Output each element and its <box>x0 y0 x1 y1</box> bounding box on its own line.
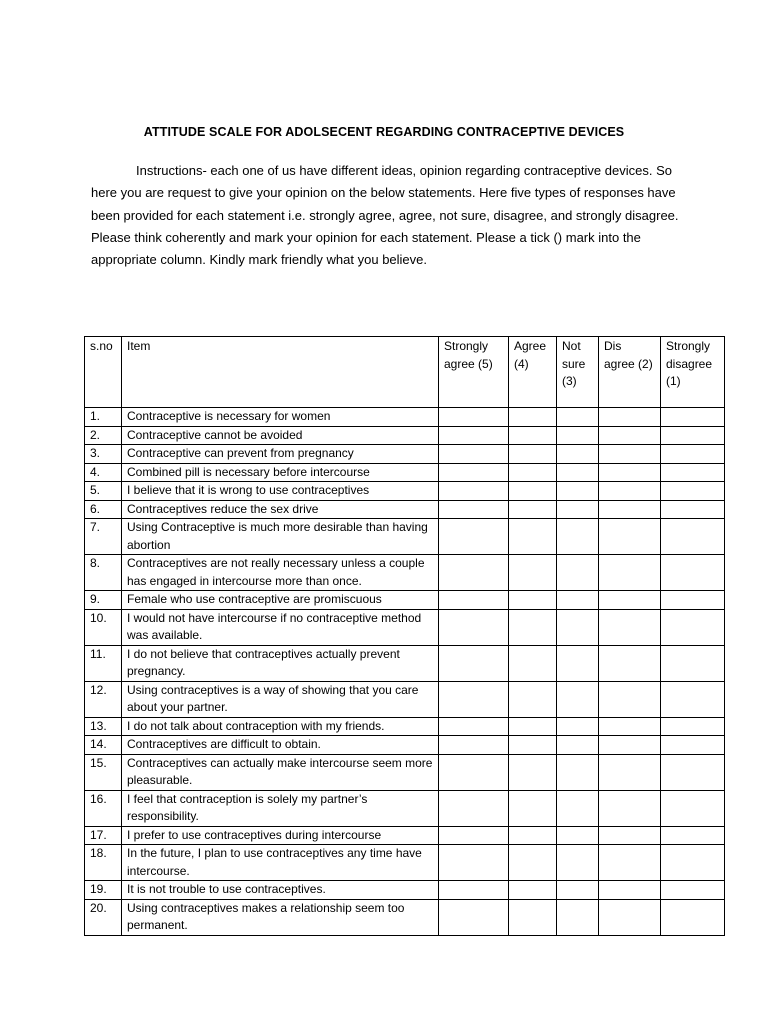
row-sno: 9. <box>85 591 122 610</box>
response-cell-strongly-disagree[interactable] <box>661 408 725 427</box>
response-cell-strongly-disagree[interactable] <box>661 754 725 790</box>
row-item-statement: Contraceptive is necessary for women <box>122 408 439 427</box>
row-item-statement: Contraceptives can actually make intercourse seem more pleasurable. <box>122 754 439 790</box>
response-cell-not-sure[interactable] <box>557 609 599 645</box>
response-cell-disagree[interactable] <box>599 591 661 610</box>
table-row <box>85 426 725 445</box>
response-cell-strongly-disagree[interactable] <box>661 881 725 900</box>
table-row <box>85 645 725 681</box>
row-sno: 5. <box>85 482 122 501</box>
row-item-statement: Using contraceptives makes a relationship seem too permanent. <box>122 899 439 935</box>
response-cell-not-sure[interactable] <box>557 463 599 482</box>
row-item-statement: Using contraceptives is a way of showing that you care about your partner. <box>122 681 439 717</box>
row-item-statement: Using Contraceptive is much more desirable than having abortion <box>122 519 439 555</box>
response-cell-agree[interactable] <box>509 555 557 591</box>
response-cell-agree[interactable] <box>509 591 557 610</box>
response-cell-disagree[interactable] <box>599 408 661 427</box>
header-sno: s.no <box>85 337 122 408</box>
response-cell-not-sure[interactable] <box>557 500 599 519</box>
response-cell-disagree[interactable] <box>599 736 661 755</box>
response-cell-disagree[interactable] <box>599 426 661 445</box>
row-sno: 2. <box>85 426 122 445</box>
response-cell-agree[interactable] <box>509 681 557 717</box>
response-cell-strongly-agree[interactable] <box>439 736 509 755</box>
response-cell-strongly-agree[interactable] <box>439 555 509 591</box>
header-not-sure: Not sure (3) <box>557 337 599 408</box>
row-item-statement: I prefer to use contraceptives during intercourse <box>122 826 439 845</box>
response-cell-strongly-agree[interactable] <box>439 645 509 681</box>
row-item-statement: Contraceptive can prevent from pregnancy <box>122 445 439 464</box>
response-cell-agree[interactable] <box>509 500 557 519</box>
response-cell-strongly-agree[interactable] <box>439 881 509 900</box>
response-cell-not-sure[interactable] <box>557 881 599 900</box>
table-row <box>85 500 725 519</box>
response-cell-strongly-agree[interactable] <box>439 899 509 935</box>
response-cell-disagree[interactable] <box>599 899 661 935</box>
response-cell-strongly-agree[interactable] <box>439 609 509 645</box>
response-cell-strongly-agree[interactable] <box>439 482 509 501</box>
response-cell-strongly-disagree[interactable] <box>661 717 725 736</box>
response-cell-not-sure[interactable] <box>557 426 599 445</box>
row-sno: 15. <box>85 754 122 790</box>
response-cell-strongly-agree[interactable] <box>439 591 509 610</box>
response-cell-agree[interactable] <box>509 609 557 645</box>
row-item-statement: In the future, I plan to use contraceptives any time have intercourse. <box>122 845 439 881</box>
row-sno: 19. <box>85 881 122 900</box>
row-sno: 8. <box>85 555 122 591</box>
row-item-statement: Female who use contraceptive are promiscuous <box>122 591 439 610</box>
row-sno: 1. <box>85 408 122 427</box>
response-cell-disagree[interactable] <box>599 681 661 717</box>
response-cell-strongly-disagree[interactable] <box>661 591 725 610</box>
row-item-statement: I believe that it is wrong to use contraceptives <box>122 482 439 501</box>
response-cell-agree[interactable] <box>509 717 557 736</box>
row-item-statement: Contraceptives are difficult to obtain. <box>122 736 439 755</box>
response-cell-not-sure[interactable] <box>557 645 599 681</box>
row-sno: 11. <box>85 645 122 681</box>
response-cell-agree[interactable] <box>509 736 557 755</box>
row-sno: 20. <box>85 899 122 935</box>
table-row <box>85 736 725 755</box>
response-cell-not-sure[interactable] <box>557 717 599 736</box>
row-item-statement: I would not have intercourse if no contraceptive method was available. <box>122 609 439 645</box>
response-cell-disagree[interactable] <box>599 881 661 900</box>
table-row <box>85 717 725 736</box>
response-cell-not-sure[interactable] <box>557 519 599 555</box>
response-cell-agree[interactable] <box>509 790 557 826</box>
table-header-row <box>85 337 725 408</box>
response-cell-agree[interactable] <box>509 519 557 555</box>
row-sno: 3. <box>85 445 122 464</box>
response-cell-strongly-agree[interactable] <box>439 426 509 445</box>
response-cell-disagree[interactable] <box>599 845 661 881</box>
row-sno: 4. <box>85 463 122 482</box>
response-cell-disagree[interactable] <box>599 717 661 736</box>
response-cell-disagree[interactable] <box>599 790 661 826</box>
response-cell-strongly-disagree[interactable] <box>661 426 725 445</box>
response-cell-disagree[interactable] <box>599 555 661 591</box>
response-cell-strongly-agree[interactable] <box>439 717 509 736</box>
response-cell-disagree[interactable] <box>599 519 661 555</box>
response-cell-agree[interactable] <box>509 445 557 464</box>
response-cell-disagree[interactable] <box>599 500 661 519</box>
attitude-scale-table <box>84 336 725 936</box>
table-row <box>85 826 725 845</box>
response-cell-agree[interactable] <box>509 463 557 482</box>
header-strongly-agree: Strongly agree (5) <box>439 337 509 408</box>
response-cell-agree[interactable] <box>509 845 557 881</box>
response-cell-strongly-disagree[interactable] <box>661 790 725 826</box>
row-sno: 10. <box>85 609 122 645</box>
response-cell-strongly-disagree[interactable] <box>661 482 725 501</box>
response-cell-not-sure[interactable] <box>557 408 599 427</box>
table-row <box>85 609 725 645</box>
table-row <box>85 681 725 717</box>
table-row <box>85 482 725 501</box>
response-cell-not-sure[interactable] <box>557 681 599 717</box>
response-cell-not-sure[interactable] <box>557 482 599 501</box>
response-cell-agree[interactable] <box>509 826 557 845</box>
response-cell-disagree[interactable] <box>599 645 661 681</box>
row-sno: 7. <box>85 519 122 555</box>
row-item-statement: Contraceptives are not really necessary unless a couple has engaged in intercourse more than once. <box>122 555 439 591</box>
response-cell-disagree[interactable] <box>599 463 661 482</box>
response-cell-agree[interactable] <box>509 426 557 445</box>
response-cell-agree[interactable] <box>509 754 557 790</box>
response-cell-not-sure[interactable] <box>557 899 599 935</box>
response-cell-not-sure[interactable] <box>557 754 599 790</box>
response-cell-strongly-disagree[interactable] <box>661 736 725 755</box>
response-cell-disagree[interactable] <box>599 826 661 845</box>
table-row <box>85 881 725 900</box>
response-cell-disagree[interactable] <box>599 482 661 501</box>
response-cell-strongly-agree[interactable] <box>439 845 509 881</box>
response-cell-strongly-agree[interactable] <box>439 519 509 555</box>
response-cell-not-sure[interactable] <box>557 790 599 826</box>
response-cell-agree[interactable] <box>509 899 557 935</box>
row-sno: 12. <box>85 681 122 717</box>
response-cell-strongly-agree[interactable] <box>439 754 509 790</box>
response-cell-disagree[interactable] <box>599 445 661 464</box>
table-row <box>85 445 725 464</box>
response-cell-agree[interactable] <box>509 482 557 501</box>
table-row <box>85 845 725 881</box>
response-cell-strongly-agree[interactable] <box>439 826 509 845</box>
response-cell-strongly-agree[interactable] <box>439 408 509 427</box>
response-cell-strongly-disagree[interactable] <box>661 899 725 935</box>
table-row <box>85 899 725 935</box>
row-sno: 17. <box>85 826 122 845</box>
response-cell-strongly-agree[interactable] <box>439 463 509 482</box>
response-cell-strongly-disagree[interactable] <box>661 519 725 555</box>
instructions-paragraph: Instructions- each one of us have different ideas, opinion regarding contraceptive devices. So here you are request to give your opinion on the below statements. Here five types of responses have been provided for each statement i.e. strongly agree, agree, not sure, disagree, and strongly disagree. Please think coherently and mark your opinion for each statement. Please a tick () mark into the appropriate column. Kindly mark friendly what you believe. <box>91 163 679 268</box>
row-sno: 6. <box>85 500 122 519</box>
response-cell-strongly-agree[interactable] <box>439 445 509 464</box>
header-agree: Agree (4) <box>509 337 557 408</box>
row-item-statement: It is not trouble to use contraceptives. <box>122 881 439 900</box>
response-cell-strongly-disagree[interactable] <box>661 845 725 881</box>
response-cell-strongly-disagree[interactable] <box>661 609 725 645</box>
row-sno: 16. <box>85 790 122 826</box>
row-item-statement: I do not talk about contraception with my friends. <box>122 717 439 736</box>
table-row <box>85 408 725 427</box>
row-sno: 14. <box>85 736 122 755</box>
table-row <box>85 790 725 826</box>
row-item-statement: I do not believe that contraceptives actually prevent pregnancy. <box>122 645 439 681</box>
response-cell-agree[interactable] <box>509 881 557 900</box>
row-item-statement: I feel that contraception is solely my partner’s responsibility. <box>122 790 439 826</box>
response-cell-not-sure[interactable] <box>557 736 599 755</box>
response-cell-not-sure[interactable] <box>557 826 599 845</box>
row-item-statement: Contraceptives reduce the sex drive <box>122 500 439 519</box>
response-cell-strongly-disagree[interactable] <box>661 500 725 519</box>
response-cell-not-sure[interactable] <box>557 845 599 881</box>
table-row <box>85 463 725 482</box>
response-cell-strongly-agree[interactable] <box>439 790 509 826</box>
header-strongly-disagree: Strongly disagree (1) <box>661 337 725 408</box>
row-sno: 13. <box>85 717 122 736</box>
row-sno: 18. <box>85 845 122 881</box>
response-cell-strongly-disagree[interactable] <box>661 826 725 845</box>
response-cell-agree[interactable] <box>509 645 557 681</box>
table-row <box>85 591 725 610</box>
response-cell-strongly-disagree[interactable] <box>661 681 725 717</box>
response-cell-strongly-disagree[interactable] <box>661 463 725 482</box>
response-cell-agree[interactable] <box>509 408 557 427</box>
response-cell-strongly-disagree[interactable] <box>661 445 725 464</box>
response-cell-strongly-disagree[interactable] <box>661 645 725 681</box>
response-cell-not-sure[interactable] <box>557 555 599 591</box>
header-item: Item <box>122 337 439 408</box>
response-cell-strongly-agree[interactable] <box>439 500 509 519</box>
table-body <box>85 408 725 936</box>
response-cell-strongly-agree[interactable] <box>439 681 509 717</box>
row-item-statement: Combined pill is necessary before intercourse <box>122 463 439 482</box>
document-title: ATTITUDE SCALE FOR ADOLSECENT REGARDING CONTRACEPTIVE DEVICES <box>143 125 625 139</box>
row-item-statement: Contraceptive cannot be avoided <box>122 426 439 445</box>
table-row <box>85 555 725 591</box>
header-disagree: Dis agree (2) <box>599 337 661 408</box>
response-cell-not-sure[interactable] <box>557 591 599 610</box>
response-cell-disagree[interactable] <box>599 609 661 645</box>
response-cell-disagree[interactable] <box>599 754 661 790</box>
response-cell-strongly-disagree[interactable] <box>661 555 725 591</box>
table-row <box>85 754 725 790</box>
response-cell-not-sure[interactable] <box>557 445 599 464</box>
table-row <box>85 519 725 555</box>
